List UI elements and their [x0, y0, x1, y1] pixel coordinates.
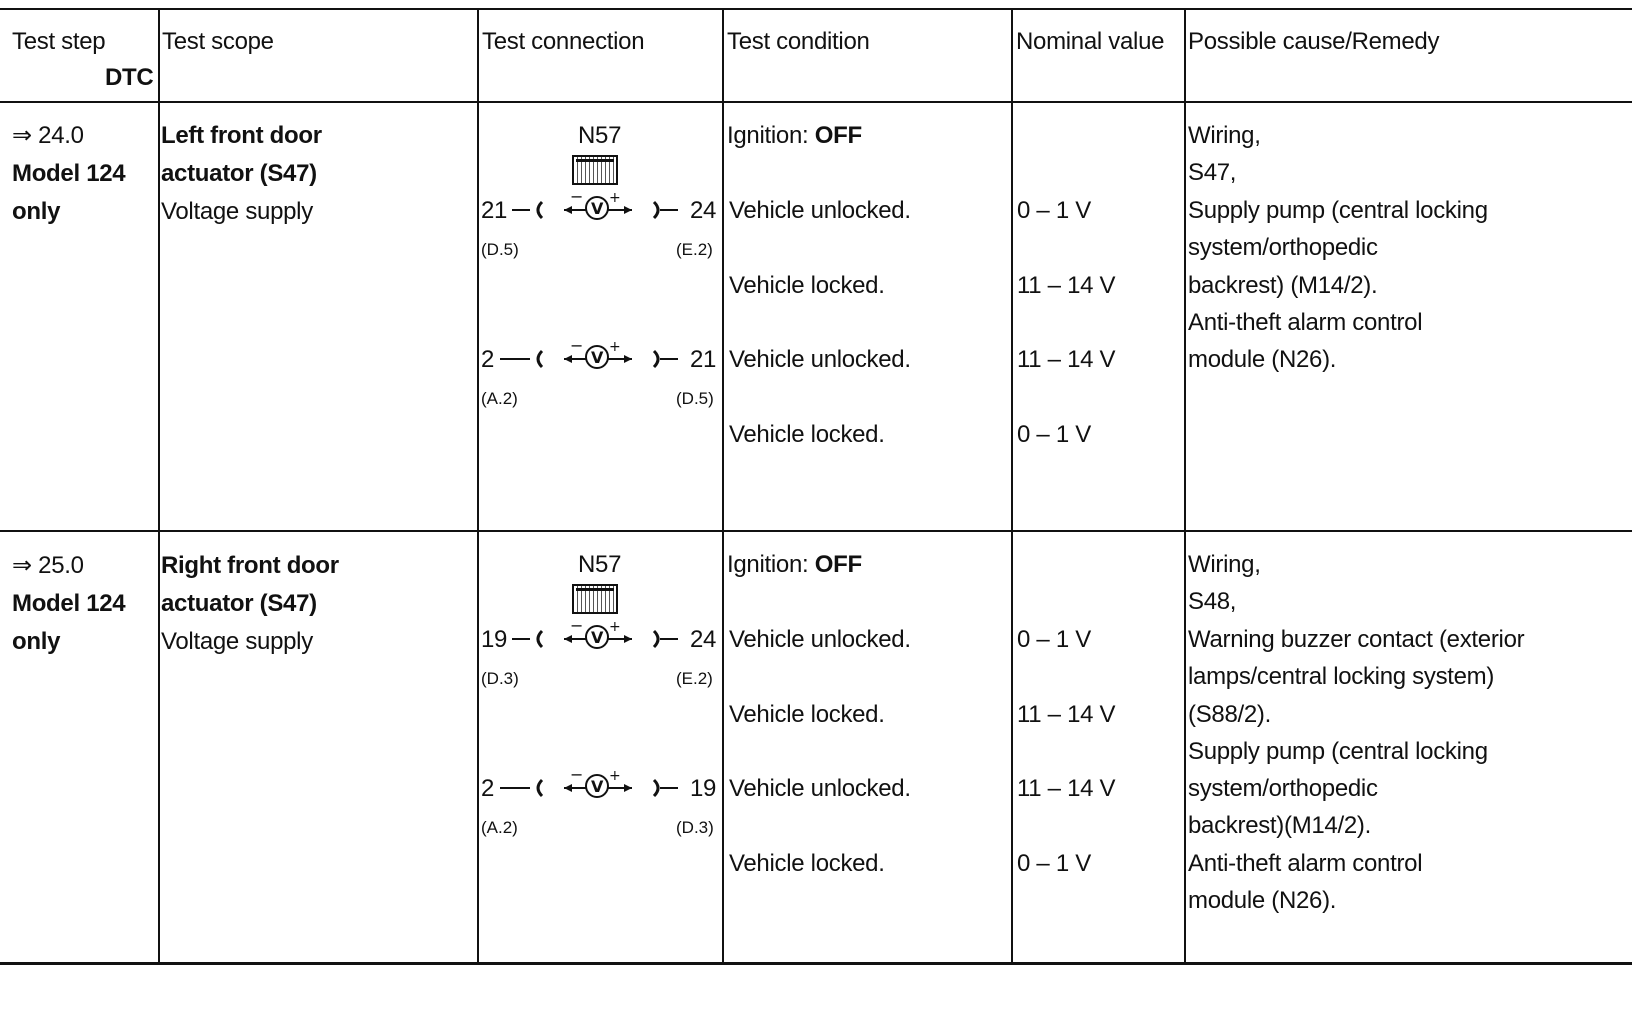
row2-condition-1: Vehicle unlocked. — [729, 626, 911, 653]
row2-ignition-label: Ignition: — [727, 551, 815, 578]
row1-conn2-left-pin: 2 — [481, 346, 495, 373]
svg-text:+: + — [609, 190, 621, 206]
row1-conn2-right-sub: (D.5) — [676, 389, 714, 408]
row2-value-2: 11 – 14 V — [1017, 701, 1116, 728]
row1-ignition — [727, 124, 862, 148]
col-divider-1 — [158, 8, 160, 964]
row2-cause-10: module (N26). — [1188, 887, 1337, 914]
row1-module-label: N57 — [578, 122, 622, 149]
svg-text:+: + — [609, 339, 621, 355]
row2-test-step: ⇒ 25.0 — [12, 552, 84, 579]
row2-cause-1: Wiring, — [1188, 551, 1261, 578]
row1-cause-6: Anti-theft alarm control — [1188, 309, 1423, 336]
row1-cause-1: Wiring, — [1188, 122, 1261, 149]
row2-cause-3: Warning buzzer contact (exterior — [1188, 626, 1525, 653]
header-rule — [0, 101, 1632, 103]
row1-model: Model 124 — [12, 160, 126, 187]
row1-cause-4: system/orthopedic — [1188, 234, 1378, 261]
row1-conn2-left-sub: (A.2) — [481, 389, 518, 408]
header-dtc: DTC — [105, 64, 154, 91]
row2-conn2-left-pin: 2 — [481, 775, 495, 802]
row2-conn2-left-sub: (A.2) — [481, 818, 518, 837]
row2-conn2-voltmeter-icon — [496, 768, 690, 804]
row1-condition-4: Vehicle locked. — [729, 421, 885, 448]
col-divider-3 — [722, 8, 724, 964]
row2-condition-4: Vehicle locked. — [729, 850, 885, 877]
col-divider-2 — [477, 8, 479, 964]
row-divider — [0, 530, 1632, 532]
row2-condition-3: Vehicle unlocked. — [729, 775, 911, 802]
svg-text:−: − — [570, 339, 584, 355]
row1-scope-title: Left front door — [161, 122, 322, 149]
bottom-rule — [0, 962, 1632, 965]
row2-cause-7: system/orthopedic — [1188, 775, 1378, 802]
row2-condition-2: Vehicle locked. — [729, 701, 885, 728]
row1-module-icon — [572, 155, 618, 185]
header-possible-cause: Possible cause/Remedy — [1188, 28, 1440, 55]
row2-conn2-right-pin: 19 — [690, 775, 717, 802]
header-test-connection: Test connection — [482, 28, 645, 55]
svg-text:−: − — [570, 190, 584, 206]
row1-value-2: 11 – 14 V — [1017, 272, 1116, 299]
row1-cause-2: S47, — [1188, 159, 1237, 186]
row2-conn1-right-sub: (E.2) — [676, 669, 713, 688]
svg-text:V: V — [591, 348, 604, 367]
row2-conn1-left-pin: 19 — [481, 626, 508, 653]
row1-value-3: 11 – 14 V — [1017, 346, 1116, 373]
row1-condition-3: Vehicle unlocked. — [729, 346, 911, 373]
row1-value-1: 0 – 1 V — [1017, 197, 1091, 224]
row1-scope-component: actuator (S47) — [161, 160, 317, 187]
header-test-step: Test step — [12, 28, 106, 55]
row2-cause-6: Supply pump (central locking — [1188, 738, 1488, 765]
row2-conn1-left-sub: (D.3) — [481, 669, 519, 688]
header-nominal-value: Nominal value — [1016, 28, 1165, 55]
svg-text:V: V — [591, 628, 604, 647]
row2-conn1-right-pin: 24 — [690, 626, 717, 653]
row1-condition-2: Vehicle locked. — [729, 272, 885, 299]
row2-model-only: only — [12, 628, 61, 655]
row2-ignition-value: OFF — [814, 551, 862, 578]
row2-conn1-voltmeter-icon — [508, 619, 690, 655]
svg-text:V: V — [591, 777, 604, 796]
row2-value-4: 0 – 1 V — [1017, 850, 1091, 877]
row2-value-1: 0 – 1 V — [1017, 626, 1091, 653]
row2-cause-9: Anti-theft alarm control — [1188, 850, 1423, 877]
svg-text:−: − — [570, 619, 584, 635]
row1-ignition-value: OFF — [814, 122, 862, 149]
row2-cause-8: backrest)(M14/2). — [1188, 812, 1371, 839]
svg-text:+: + — [609, 768, 621, 784]
row2-value-3: 11 – 14 V — [1017, 775, 1116, 802]
row2-module-icon — [572, 584, 618, 614]
row1-conn1-left-pin: 21 — [481, 197, 508, 224]
row1-conn2-right-pin: 21 — [690, 346, 717, 373]
row1-conn1-right-pin: 24 — [690, 197, 717, 224]
row1-conn1-right-sub: (E.2) — [676, 240, 713, 259]
header-test-condition: Test condition — [727, 28, 870, 55]
row2-scope-title: Right front door — [161, 552, 339, 579]
row2-model: Model 124 — [12, 590, 126, 617]
row1-model-only: only — [12, 198, 61, 225]
col-divider-5 — [1184, 8, 1186, 964]
row1-conn1-voltmeter-icon — [508, 190, 690, 226]
svg-text:+: + — [609, 619, 621, 635]
row2-cause-5: (S88/2). — [1188, 701, 1271, 728]
row2-conn2-right-sub: (D.3) — [676, 818, 714, 837]
row2-cause-4: lamps/central locking system) — [1188, 663, 1495, 690]
row1-conn2-voltmeter-icon — [496, 339, 690, 375]
row1-value-4: 0 – 1 V — [1017, 421, 1091, 448]
row2-scope-desc: Voltage supply — [161, 628, 313, 655]
row1-cause-3: Supply pump (central locking — [1188, 197, 1488, 224]
row1-cause-5: backrest) (M14/2). — [1188, 272, 1378, 299]
row2-module-label: N57 — [578, 551, 622, 578]
row2-cause-2: S48, — [1188, 588, 1237, 615]
row2-ignition — [727, 553, 862, 577]
top-rule — [0, 8, 1632, 10]
svg-text:−: − — [570, 768, 584, 784]
col-divider-4 — [1011, 8, 1013, 964]
header-test-scope: Test scope — [162, 28, 274, 55]
row1-scope-desc: Voltage supply — [161, 198, 313, 225]
row1-test-step: ⇒ 24.0 — [12, 122, 84, 149]
row1-ignition-label: Ignition: — [727, 122, 815, 149]
svg-text:V: V — [591, 199, 604, 218]
row1-condition-1: Vehicle unlocked. — [729, 197, 911, 224]
row2-scope-component: actuator (S47) — [161, 590, 317, 617]
row1-cause-7: module (N26). — [1188, 346, 1337, 373]
row1-conn1-left-sub: (D.5) — [481, 240, 519, 259]
